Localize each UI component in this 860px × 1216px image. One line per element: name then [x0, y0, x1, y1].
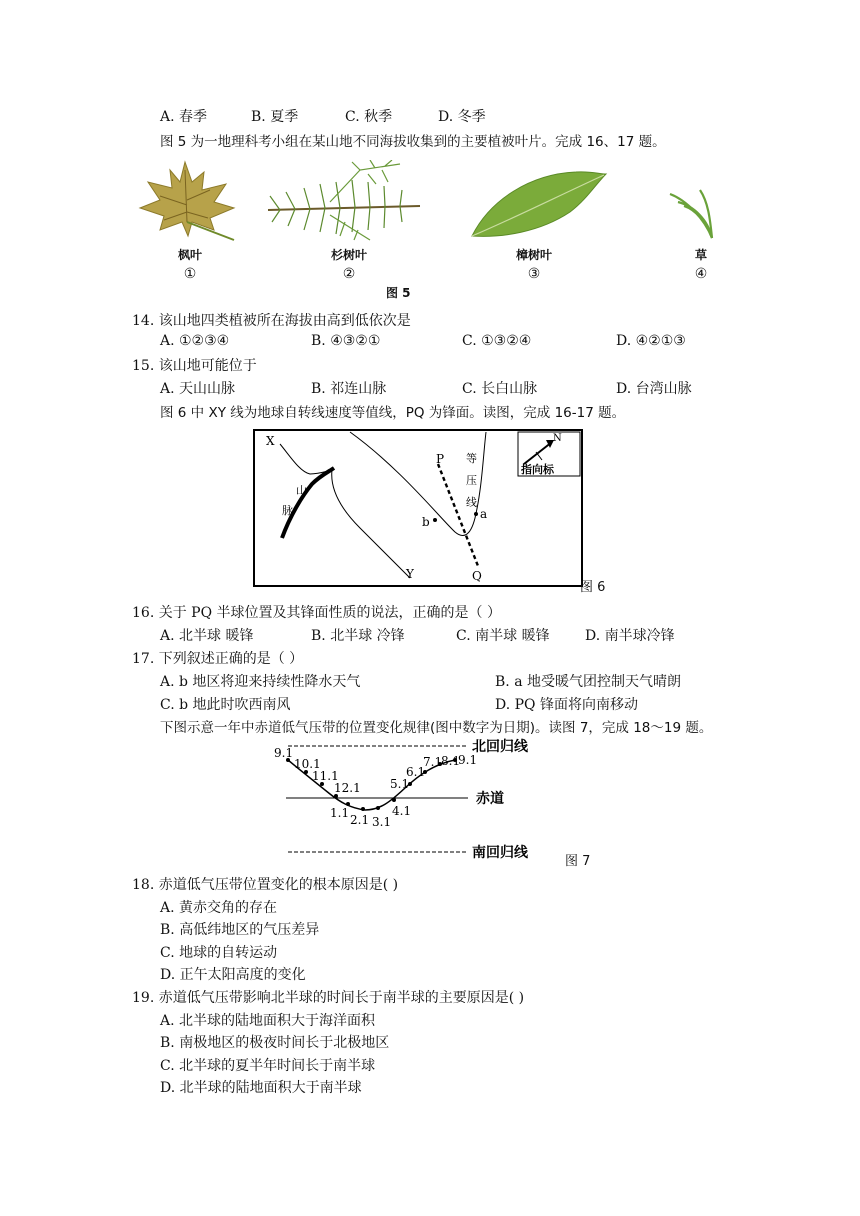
- q19-option-c: C. 北半球的夏半年时间长于南半球: [160, 1058, 376, 1074]
- q17-option-a: A. b 地区将迎来持续性降水天气: [160, 674, 361, 690]
- date-label: 4.1: [392, 804, 412, 818]
- q14-option-c: C. ①③②④: [462, 333, 532, 349]
- compass-label: 指向标: [521, 463, 554, 476]
- q19-option-b: B. 南极地区的极夜时间长于北极地区: [160, 1035, 390, 1051]
- label-b: b: [422, 515, 430, 529]
- label-x: X: [266, 434, 275, 448]
- date-label: 11.1: [312, 769, 339, 783]
- date-label: 9.1: [274, 746, 294, 760]
- leaf-label-3: 樟树叶: [515, 248, 552, 262]
- q17-option-b: B. a 地受暖气团控制天气晴朗: [495, 674, 681, 690]
- date-label: 7.1: [423, 755, 443, 769]
- south-tropic-label: 南回归线: [472, 845, 528, 861]
- q17-stem: 17. 下列叙述正确的是（ ）: [132, 651, 304, 667]
- q15-option-b: B. 祁连山脉: [311, 381, 387, 397]
- fig5-leaves: [130, 160, 730, 242]
- leaf-num-4: ④: [694, 266, 708, 282]
- label-mountain-2: 脉: [282, 504, 293, 517]
- q15-option-a: A. 天山山脉: [160, 381, 236, 397]
- fig5-intro: 图 5 为一地理科考小组在某山地不同海拔收集到的主要植被叶片。完成 16、17 题。: [160, 134, 666, 150]
- q19-option-d: D. 北半球的陆地面积大于南半球: [160, 1080, 362, 1096]
- q18-option-c: C. 地球的自转运动: [160, 945, 278, 961]
- fig6-caption: 图 6: [580, 580, 606, 595]
- q13-option-b: B. 夏季: [251, 109, 299, 125]
- date-dot: [392, 798, 396, 802]
- q15-option-d: D. 台湾山脉: [616, 381, 692, 397]
- leaf-label-4: 草: [694, 248, 707, 262]
- point-b: [433, 518, 437, 522]
- leaf-num-1: ①: [183, 266, 197, 282]
- date-dot: [361, 807, 365, 811]
- q16-stem: 16. 关于 PQ 半球位置及其锋面性质的说法，正确的是（ ）: [132, 605, 501, 621]
- fig5-caption: 图 5: [386, 286, 411, 300]
- fig6-intro: 图 6 中 XY 线为地球自转线速度等值线，PQ 为锋面。读图，完成 16-17 题。: [160, 405, 626, 421]
- q18-option-d: D. 正午太阳高度的变化: [160, 967, 306, 983]
- q16-option-d: D. 南半球冷锋: [585, 628, 675, 644]
- q19-stem: 19. 赤道低气压带影响北半球的时间长于南半球的主要原因是( ): [132, 990, 525, 1006]
- date-label: 3.1: [372, 815, 392, 829]
- date-label: 10.1: [294, 757, 321, 771]
- label-isobar-1: 等: [466, 452, 477, 465]
- q16-option-a: A. 北半球 暖锋: [160, 628, 254, 644]
- equator-label: 赤道: [476, 791, 504, 807]
- q16-option-b: B. 北半球 冷锋: [311, 628, 405, 644]
- label-isobar-2: 压: [466, 474, 477, 487]
- q18-option-b: B. 高低纬地区的气压差异: [160, 922, 320, 938]
- label-mountain-1: 山: [296, 484, 307, 497]
- point-a: [474, 512, 478, 516]
- label-p: P: [436, 452, 445, 466]
- q14-option-d: D. ④②①③: [616, 333, 686, 349]
- fig7-intro: 下图示意一年中赤道低气压带的位置变化规律(图中数字为日期)。读图 7，完成 18～19 题。: [160, 720, 713, 736]
- q16-option-c: C. 南半球 暖锋: [456, 628, 550, 644]
- grass-image: [670, 190, 712, 238]
- q19-option-a: A. 北半球的陆地面积大于海洋面积: [160, 1013, 376, 1029]
- fig7-diagram: [270, 738, 570, 866]
- q13-option-d: D. 冬季: [438, 109, 486, 125]
- leaf-label-2: 杉树叶: [330, 248, 367, 262]
- date-label: 2.1: [350, 813, 370, 827]
- date-label: 8.1: [441, 754, 461, 768]
- camphor-leaf-image: [472, 172, 606, 237]
- q18-option-a: A. 黄赤交角的存在: [160, 900, 278, 916]
- q13-option-a: A. 春季: [160, 109, 208, 125]
- q14-stem: 14. 该山地四类植被所在海拔由高到低依次是: [132, 313, 411, 329]
- fig7-caption: 图 7: [565, 854, 591, 869]
- label-a: a: [480, 507, 488, 521]
- north-label: N: [553, 433, 562, 444]
- q14-option-a: A. ①②③④: [160, 333, 230, 349]
- q17-option-c: C. b 地此时吹西南风: [160, 697, 291, 713]
- q13-option-c: C. 秋季: [345, 109, 393, 125]
- fir-branch-image: [268, 160, 420, 240]
- date-label: 6.1: [406, 765, 426, 779]
- label-isobar-3: 线: [466, 496, 477, 509]
- q15-stem: 15. 该山地可能位于: [132, 358, 257, 374]
- north-tropic-label: 北回归线: [472, 739, 528, 755]
- q15-option-c: C. 长白山脉: [462, 381, 538, 397]
- date-dot: [376, 806, 380, 810]
- leaf-num-2: ②: [342, 266, 356, 282]
- date-label: 5.1: [390, 777, 410, 791]
- q17-option-d: D. PQ 锋面将向南移动: [495, 697, 638, 713]
- date-label: 12.1: [334, 781, 361, 795]
- date-label: 1.1: [330, 806, 350, 820]
- label-q: Q: [472, 569, 482, 583]
- label-y: Y: [406, 567, 414, 581]
- fig6-diagram: [250, 428, 590, 590]
- maple-leaf-image: [140, 162, 234, 240]
- date-label: 9.1: [458, 753, 478, 767]
- q18-stem: 18. 赤道低气压带位置变化的根本原因是( ): [132, 877, 399, 893]
- leaf-label-1: 枫叶: [177, 248, 202, 262]
- leaf-num-3: ③: [527, 266, 541, 282]
- q14-option-b: B. ④③②①: [311, 333, 381, 349]
